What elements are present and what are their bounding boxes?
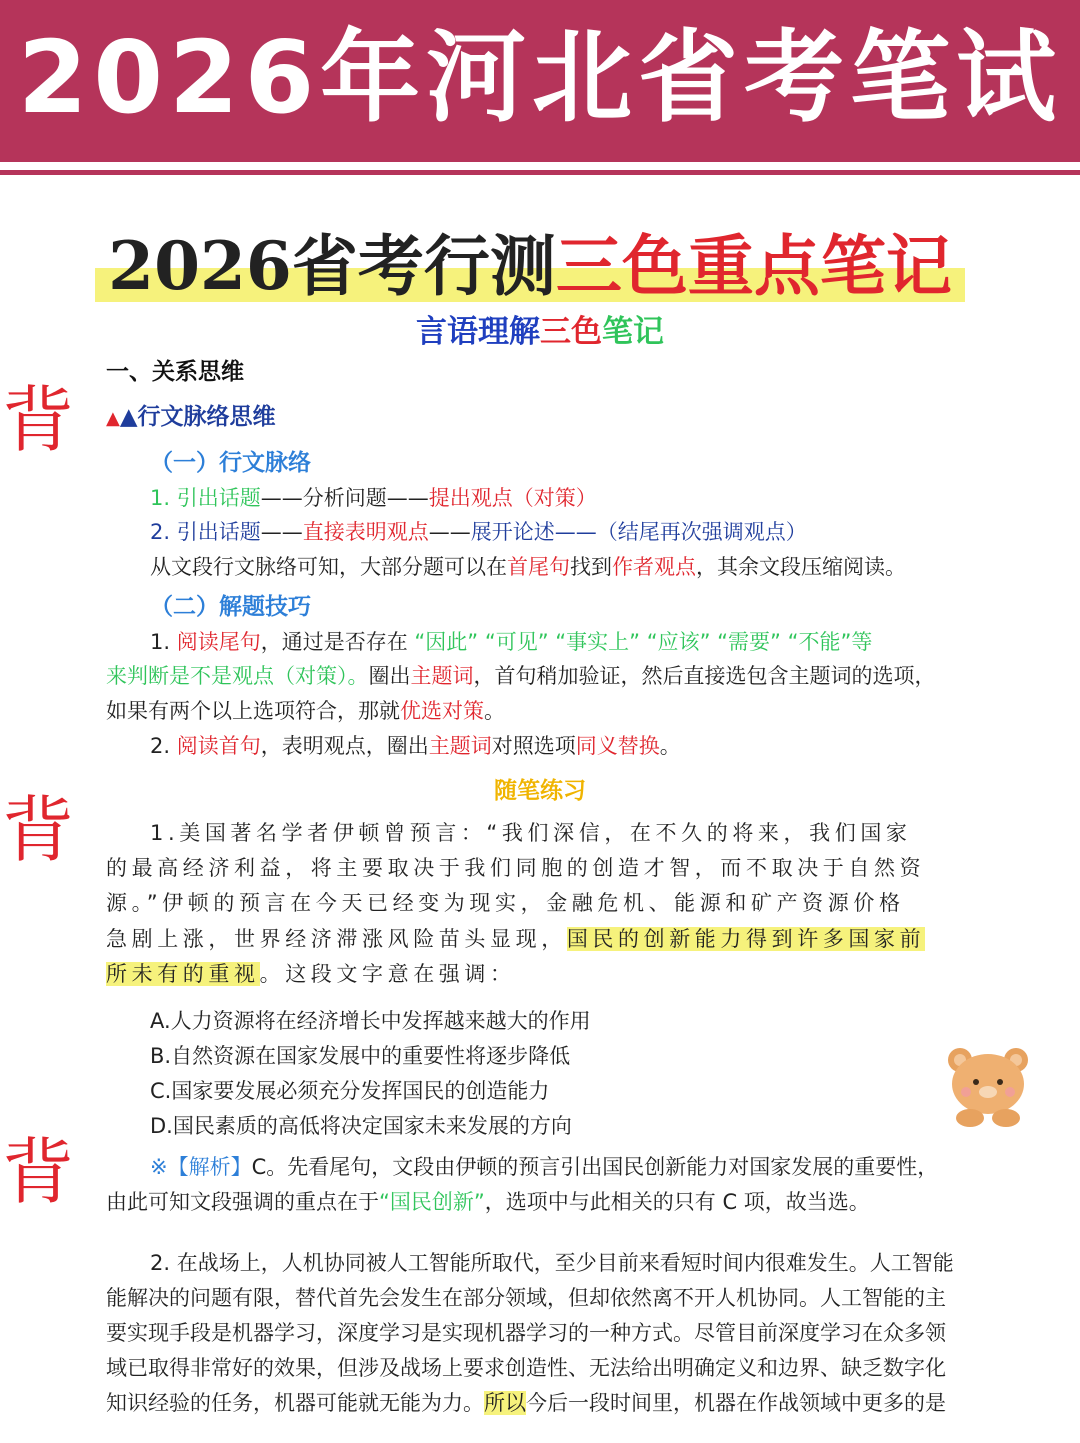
l2b: —— bbox=[260, 520, 303, 544]
t1h: ，首句稍加验证，然后直接选包含主题词的选项， bbox=[473, 664, 936, 688]
t1k: 。 bbox=[484, 699, 505, 723]
side-mark: 背 bbox=[2, 378, 75, 462]
part1-line2 bbox=[150, 517, 807, 547]
option-b: B.自然资源在国家发展中的重要性将逐步降低 bbox=[150, 1044, 571, 1068]
l2c: 直接表明观点 bbox=[302, 520, 429, 544]
l2a: 2. 引出话题 bbox=[150, 520, 261, 544]
part2-heading: （二）解题技巧 bbox=[150, 594, 311, 620]
t1f: 圈出 bbox=[368, 664, 411, 688]
t1b: 阅读尾句 bbox=[176, 630, 261, 654]
q2-last-b: 所以 bbox=[484, 1391, 526, 1415]
q2-line2: 能解决的问题有限，替代首先会发生在部分领域，但却依然离不开人机协同。人工智能的主 bbox=[106, 1286, 946, 1310]
q2-line5 bbox=[106, 1388, 946, 1418]
analysis-label: ※【解析】 bbox=[150, 1155, 252, 1179]
sub-title-part3: 笔记 bbox=[602, 314, 664, 350]
option-a: A.人力资源将在经济增长中发挥越来越大的作用 bbox=[150, 1009, 591, 1033]
q2-line1: 2. 在战场上，人机协同被人工智能所取代，至少目前来看短时间内很难发生。人工智能 bbox=[150, 1251, 954, 1275]
t2d: 主题词 bbox=[428, 734, 492, 758]
t1g: 主题词 bbox=[410, 664, 474, 688]
l1a: 1. 引出话题 bbox=[150, 486, 261, 510]
t2g: 。 bbox=[659, 734, 681, 758]
q1-line5b: 。这段文字意在强调： bbox=[259, 962, 516, 986]
sub-title-part1: 言语理解 bbox=[416, 314, 540, 350]
analysis-b: C。先看尾句，文段由伊顿的预言引出国民创新能力对国家发展的重要性， bbox=[251, 1155, 939, 1179]
subheading-text: ▲行文脉络思维 bbox=[119, 404, 276, 430]
banner-divider bbox=[0, 170, 1080, 175]
t2b: 阅读首句 bbox=[176, 734, 261, 758]
t2a: 2. bbox=[150, 734, 177, 758]
t2e: 对照选项 bbox=[491, 734, 576, 758]
tip1-line2 bbox=[106, 661, 936, 691]
l3b: 首尾句 bbox=[507, 555, 570, 579]
analysis-e: ，选项中与此相关的只有 C 项，故当选。 bbox=[484, 1190, 870, 1214]
l2d: —— bbox=[428, 520, 471, 544]
option-d: D.国民素质的高低将决定国家未来发展的方向 bbox=[150, 1114, 572, 1138]
analysis-d: “国民创新” bbox=[379, 1190, 485, 1214]
l3e: ，其余文段压缩阅读。 bbox=[696, 555, 906, 579]
l2e: 展开论述——（结尾再次强调观点） bbox=[470, 520, 807, 544]
q2-line4: 域已取得非常好的效果，但涉及战场上要求创造性、无法给出明确定义和边界、缺乏数字化 bbox=[106, 1356, 946, 1380]
l1c: 提出观点（对策） bbox=[428, 486, 597, 510]
tip2-line bbox=[150, 731, 681, 761]
q2-last-c: 今后一段时间里，机器在作战领域中更多的是 bbox=[526, 1391, 946, 1415]
q1-line4a: 急剧上涨，世界经济滞涨风险苗头显现， bbox=[106, 927, 567, 951]
option-c: C.国家要发展必须充分发挥国民的创造能力 bbox=[150, 1079, 550, 1103]
section-heading: 一、关系思维 bbox=[106, 359, 244, 385]
main-title-part1: 2026省考行测 bbox=[108, 227, 556, 305]
t1i: 如果有两个以上选项符合，那就 bbox=[106, 699, 400, 723]
q1-line3: 源。”伊顿的预言在今天已经变为现实，金融危机、能源和矿产资源价格 bbox=[106, 891, 905, 915]
section-subheading: ▲▲行文脉络思维 bbox=[106, 404, 276, 430]
sub-title bbox=[0, 312, 1080, 352]
t1a: 1. bbox=[150, 630, 177, 654]
side-mark: 背 bbox=[2, 788, 75, 872]
analysis-c: 由此可知文段强调的重点在于 bbox=[106, 1190, 379, 1214]
t2c: ，表明观点，圈出 bbox=[260, 734, 429, 758]
analysis-line2 bbox=[106, 1187, 870, 1217]
part1-line1 bbox=[150, 483, 597, 513]
t1e: 来判断是不是观点（对策）。 bbox=[106, 664, 369, 688]
banner-title: 2026年河北省考笔试 bbox=[17, 19, 1063, 136]
bear-sticker-icon bbox=[938, 1040, 1038, 1130]
t1c: ，通过是否存在 bbox=[260, 630, 415, 654]
l3c: 找到 bbox=[570, 555, 612, 579]
q1-line1: 1.美国著名学者伊顿曾预言：“我们深信，在不久的将来，我们国家 bbox=[150, 821, 912, 845]
l3a: 从文段行文脉络可知，大部分题可以在 bbox=[150, 555, 507, 579]
part1-heading: （一）行文脉络 bbox=[150, 450, 311, 476]
main-title bbox=[95, 226, 965, 306]
sub-title-part2: 三色 bbox=[540, 314, 602, 350]
t1d: “因此” “可见” “事实上” “应该” “需要” “不能”等 bbox=[414, 630, 873, 654]
q1-line5 bbox=[106, 959, 516, 989]
q1-line5a: 所未有的重视 bbox=[106, 962, 260, 986]
l1b: ——分析问题—— bbox=[260, 486, 429, 510]
practice-heading: 随笔练习 bbox=[494, 778, 586, 804]
analysis-line1 bbox=[150, 1152, 938, 1182]
l3d: 作者观点 bbox=[612, 555, 696, 579]
part1-line3 bbox=[150, 552, 906, 582]
t2f: 同义替换 bbox=[575, 734, 660, 758]
q1-line4b: 国民的创新能力得到许多国家前 bbox=[566, 927, 926, 951]
q1-line2: 的最高经济利益，将主要取决于我们同胞的创造才智，而不取决于自然资 bbox=[106, 856, 926, 880]
main-title-block bbox=[95, 226, 965, 306]
t1j: 优选对策 bbox=[400, 699, 484, 723]
side-mark: 背 bbox=[2, 1130, 75, 1214]
q2-last-a: 知识经验的任务，机器可能就无能为力。 bbox=[106, 1391, 484, 1415]
main-title-part2: 三色重点笔记 bbox=[555, 227, 952, 305]
tip1-line3 bbox=[106, 696, 505, 726]
q1-line4 bbox=[106, 924, 925, 954]
tip1-line1 bbox=[150, 627, 872, 657]
q2-line3: 要实现手段是机器学习，深度学习是实现机器学习的一种方式。尽管目前深度学习在众多领 bbox=[106, 1321, 946, 1345]
